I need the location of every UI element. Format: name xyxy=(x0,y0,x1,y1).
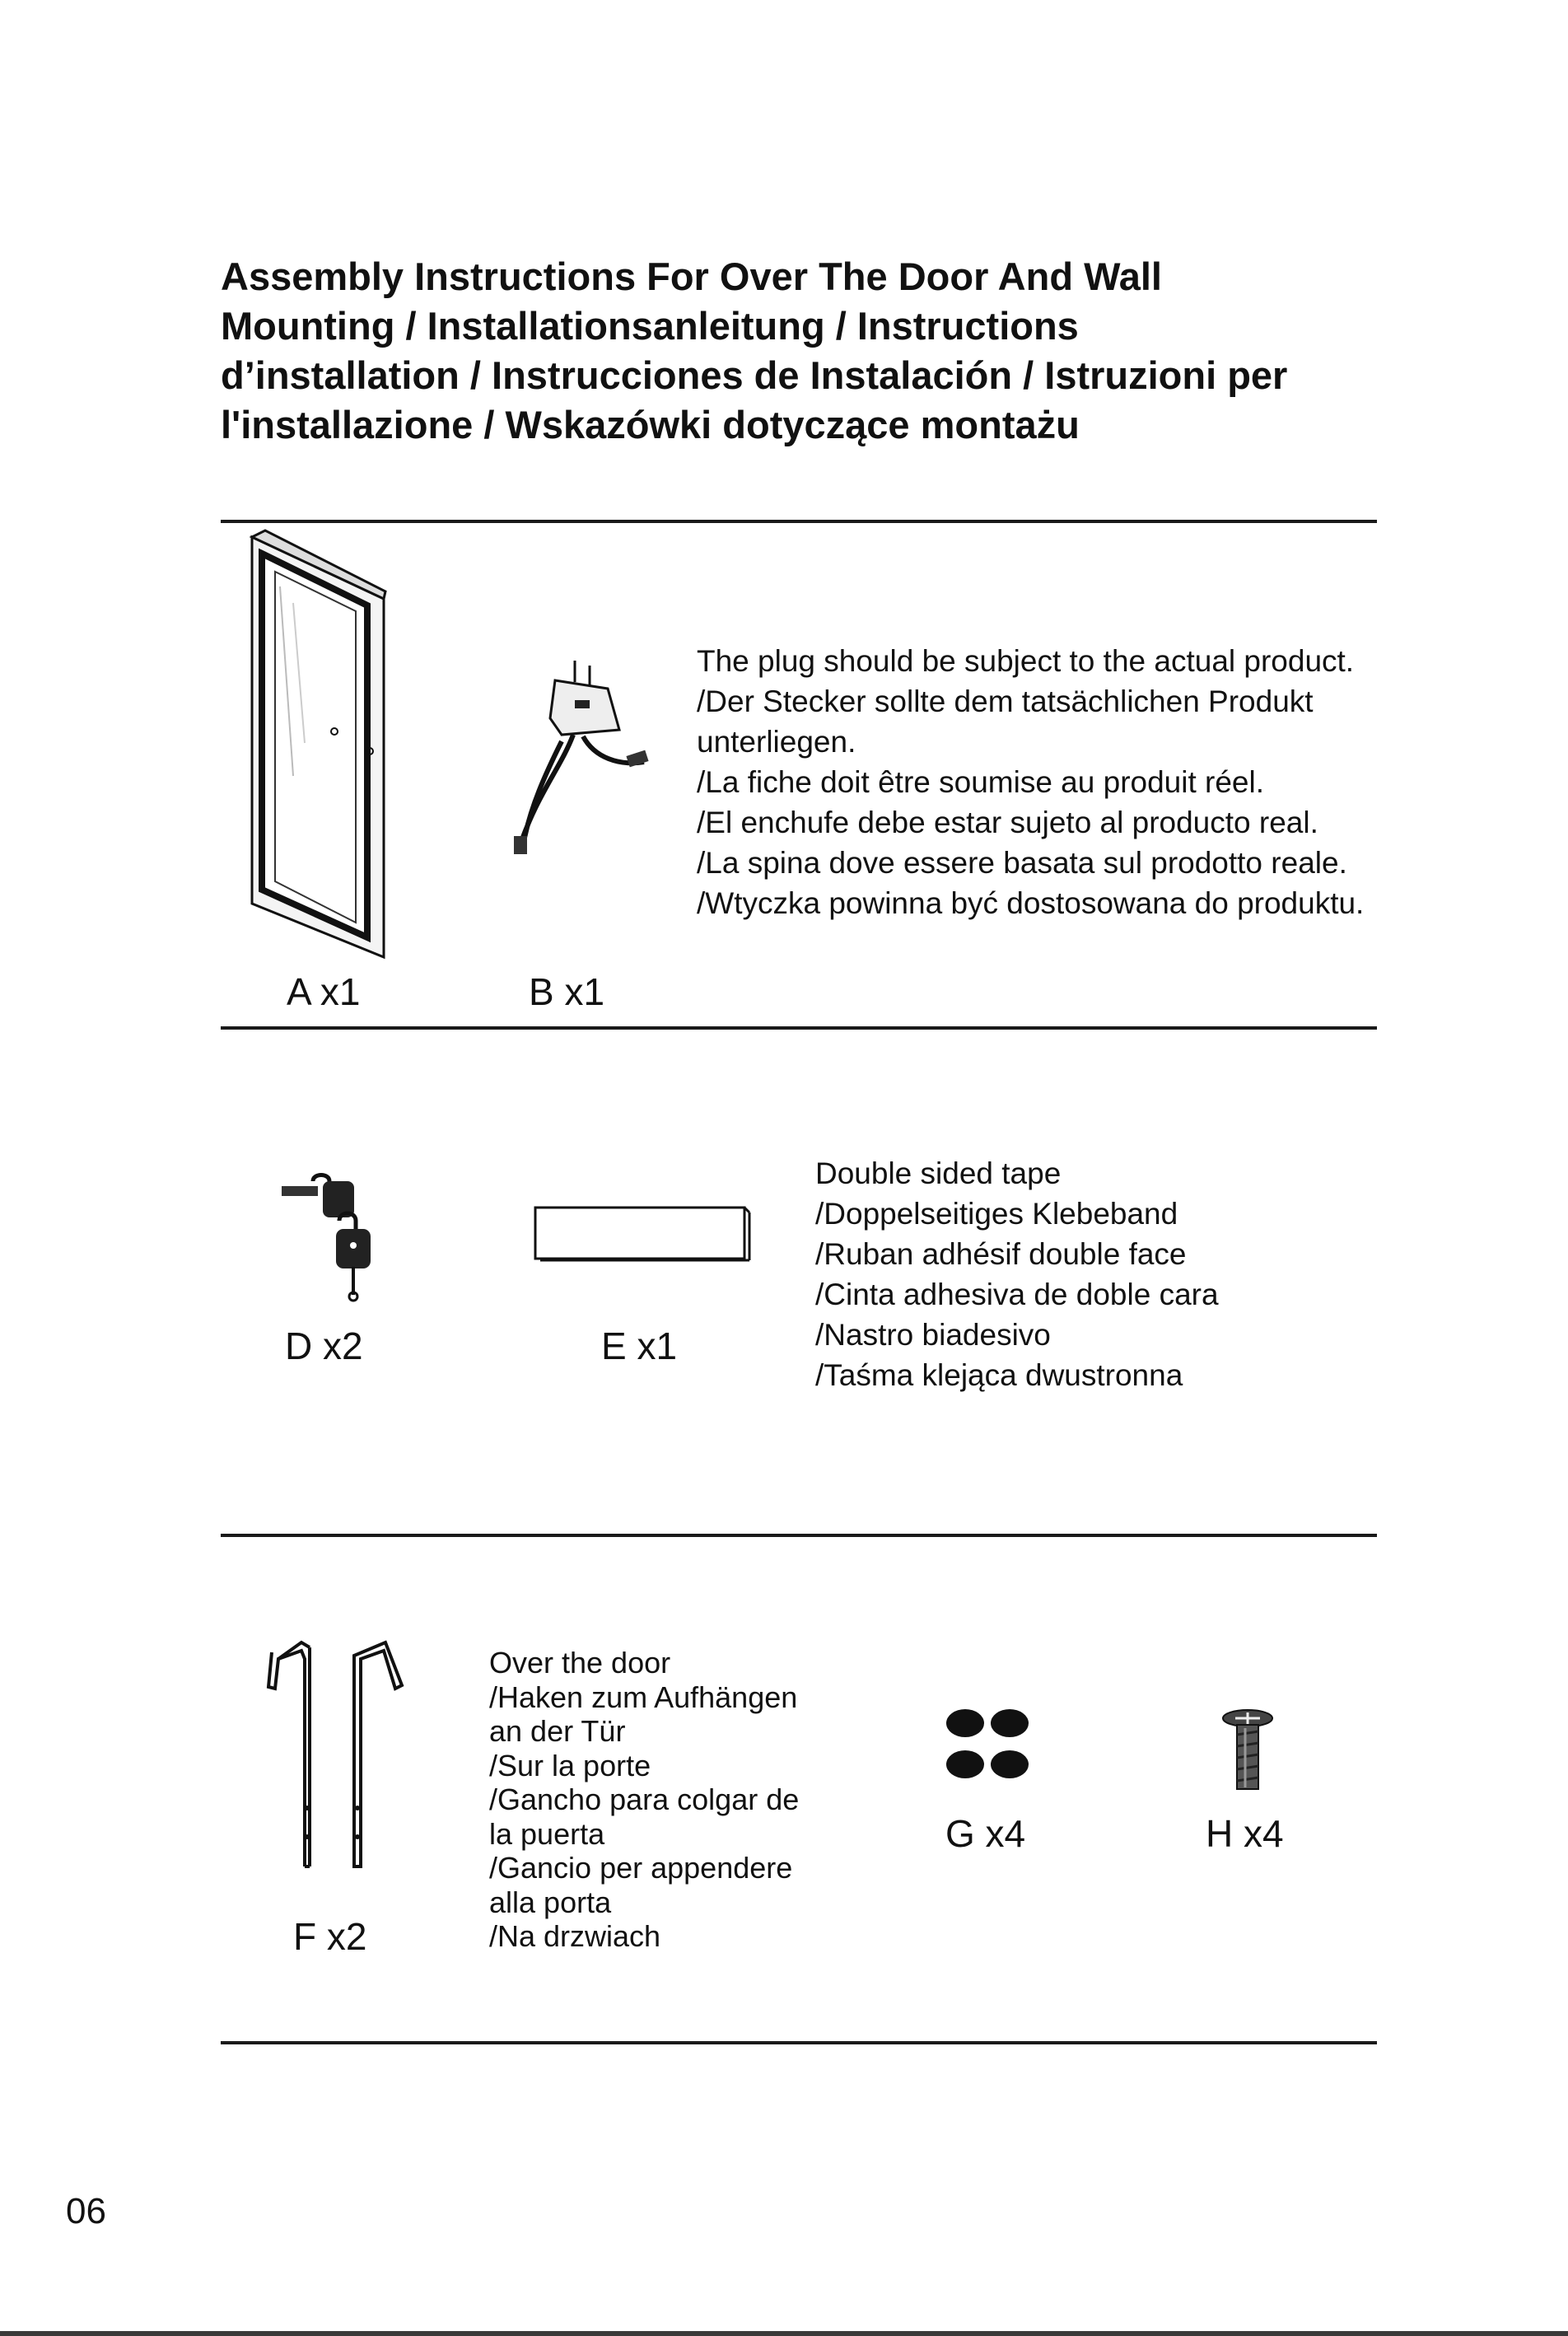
page-number: 06 xyxy=(66,2191,106,2231)
part-g-label: G x4 xyxy=(945,1812,1026,1855)
plug-note-line: The plug should be subject to the actual product. xyxy=(697,644,1355,678)
plug-note xyxy=(697,641,1364,923)
part-b-label: B x1 xyxy=(529,970,605,1013)
part-d-label: D x2 xyxy=(285,1325,363,1367)
padlock-key-icon xyxy=(275,1170,382,1301)
tape-text-line: /Cinta adhesiva de doble cara xyxy=(815,1278,1219,1311)
page-bottom-edge xyxy=(0,2331,1568,2336)
hook-text-line: /Sur la porte xyxy=(489,1748,651,1782)
page-title xyxy=(221,252,1390,450)
title-line: l'installazione / Wskazówki dotyczące montażu xyxy=(221,403,1080,446)
part-a-label: A x1 xyxy=(287,970,361,1013)
hook-text-line: /Gancio per appendere xyxy=(489,1851,793,1885)
divider-section-2 xyxy=(221,1534,1377,1537)
tape-text xyxy=(815,1153,1219,1395)
part-h-label: H x4 xyxy=(1206,1812,1284,1855)
hook-text-line: /Na drzwiach xyxy=(489,1919,661,1953)
divider-section-1 xyxy=(221,1026,1377,1030)
over-door-hook-icon xyxy=(262,1639,406,1874)
felt-pad-icon xyxy=(945,1707,1031,1782)
title-line: Assembly Instructions For Over The Door And Wall xyxy=(221,255,1162,298)
double-sided-tape-icon xyxy=(534,1204,751,1264)
tape-text-line: /Nastro biadesivo xyxy=(815,1318,1051,1352)
plug-note-line: /Der Stecker sollte dem tatsächlichen Produkt xyxy=(697,684,1314,718)
title-line: Mounting / Installationsanleitung / Instructions xyxy=(221,304,1079,348)
hook-text xyxy=(489,1646,799,1954)
divider-top xyxy=(221,520,1377,523)
hook-text-line: la puerta xyxy=(489,1816,605,1851)
plug-note-line: /La spina dove essere basata sul prodotto reale. xyxy=(697,846,1347,880)
part-e-label: E x1 xyxy=(601,1325,678,1367)
tape-text-line: /Doppelseitiges Klebeband xyxy=(815,1197,1178,1231)
tape-text-line: /Ruban adhésif double face xyxy=(815,1237,1187,1271)
plug-note-line: /La fiche doit être soumise au produit réel. xyxy=(697,765,1264,799)
plug-note-line: /Wtyczka powinna być dostosowana do produktu. xyxy=(697,886,1365,920)
tape-text-line: /Taśma klejąca dwustronna xyxy=(815,1358,1183,1392)
tape-text-line: Double sided tape xyxy=(815,1156,1062,1190)
title-line: d’installation / Instrucciones de Instalación / Istruzioni per xyxy=(221,353,1288,397)
hook-text-line: /Gancho para colgar de xyxy=(489,1782,800,1816)
hook-text-line: /Haken zum Aufhängen xyxy=(489,1680,798,1714)
screw-icon xyxy=(1220,1708,1275,1794)
hook-text-line: alla porta xyxy=(489,1885,612,1919)
hook-text-line: Over the door xyxy=(489,1646,671,1680)
mirror-cabinet-icon xyxy=(244,529,392,961)
plug-note-line: unterliegen. xyxy=(697,725,856,759)
power-adapter-icon xyxy=(504,651,652,865)
hook-text-line: an der Tür xyxy=(489,1714,626,1748)
plug-note-line: /El enchufe debe estar sujeto al producto real. xyxy=(697,806,1318,839)
divider-bottom xyxy=(221,2041,1377,2044)
part-f-label: F x2 xyxy=(293,1915,367,1958)
